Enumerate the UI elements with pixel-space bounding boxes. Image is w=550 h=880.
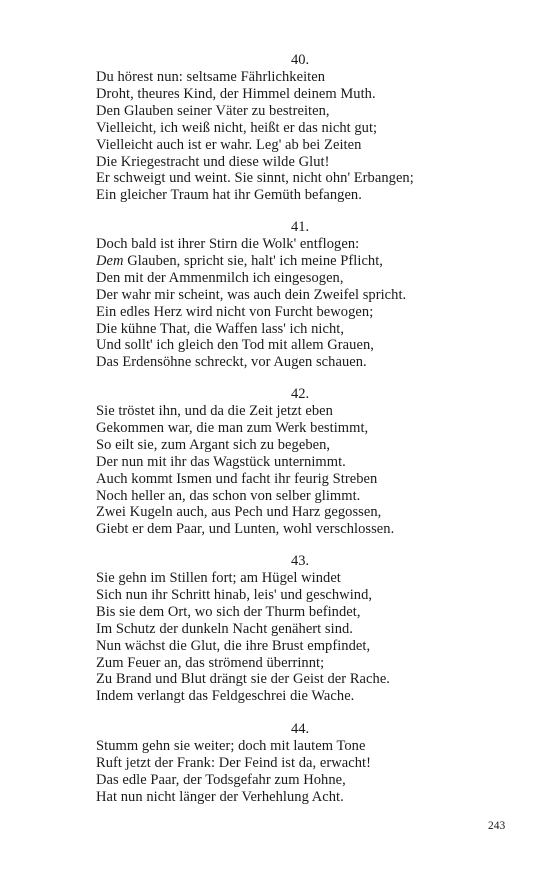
verse-line: Der wahr mir scheint, was auch dein Zweifel spricht. (96, 286, 407, 303)
verse-line: Nun wächst die Glut, die ihre Brust empfindet, (96, 637, 371, 654)
verse-line: Vielleicht auch ist er wahr. Leg' ab bei Zeiten (96, 136, 362, 153)
verse-line: Das Erdensöhne schreckt, vor Augen schauen. (96, 354, 367, 371)
verse-line: Den mit der Ammenmilch ich eingesogen, (96, 269, 344, 286)
verse-line: Und sollt' ich gleich den Tod mit allem Grauen, (96, 337, 374, 354)
verse-lines (96, 69, 414, 204)
verse-line: Zu Brand und Blut drängt sie der Geist der Rache. (96, 671, 390, 688)
verse-line: Zwei Kugeln auch, aus Pech und Harz gegossen, (96, 504, 382, 521)
verse-line: Die kühne That, die Waffen lass' ich nicht, (96, 320, 345, 337)
verse-line: Sie gehn im Stillen fort; am Hügel windet (96, 570, 341, 586)
verse-line: Ein edles Herz wird nicht von Furcht bewogen; (96, 303, 374, 320)
page-number: 243 (488, 820, 506, 832)
verse-line (96, 253, 406, 270)
verse-line: Doch bald ist ihrer Stirn die Wolk' entflogen: (96, 236, 360, 252)
book-page: 40. Du hörest nun: seltsame Fährlichkeiten Droht, theures Kind, der Himmel deinem Muth. Den Glauben seiner Väter zu bestreiten, Vielleicht, ich weiß nicht, heißt er das nicht gut; Vielleicht auch ist er wahr. Leg' ab bei Zeiten Die Kriegestracht und diese wilde Glut! Er schweigt und weint. Sie sinnt, nicht ohn' Erbangen; Ein gleicher Traum hat ihr Gemüth befangen. 41. Doch bald ist ihrer Stirn die Wolk' entflogen: Dem Glauben, spricht sie, halt' ich meine Pflicht, Den mit der Ammenmilch ich eingesogen, Der wahr mir scheint, was auch dein Zweifel spricht. Ein edles Herz wird nicht von Furcht bewogen; Die kühne That, die Waffen lass' ich nicht, Und sollt' ich gleich den Tod mit allem Grauen, Das Erdensöhne schreckt, vor Augen schauen. 42. Sie tröstet ihn, und da die Zeit jetzt eben Gekommen war, die man zum Werk bestimmt, So eilt sie, zum Argant sich zu begeben, Der nun mit ihr das Wagstück unternimmt. Auch kommt Ismen und facht ihr feurig Streben Noch heller an, das schon von selber glimmt. Zwei Kugeln auch, aus Pech und Harz gegossen, Giebt er dem Paar, und Lunten, wohl verschlossen. 43. Sie gehn im Stillen fort; am Hügel windet Sich nun ihr Schritt hinab, leis' und geschwind, Bis sie dem Ort, wo sich der Thurm befindet, Im Schutz der dunkeln Nacht genähert sind. Nun wächst die Glut, die ihre Brust empfindet, Zum Feuer an, das strömend überrinnt; Zu Brand und Blut drängt sie der Geist der Rache. Indem verlangt das Feldgeschrei die Wache. 44. Stumm gehn sie weiter; doch mit lautem Tone Ruft jetzt der Frank: Der Feind ist da, erwacht! Das edle Paar, der Todsgefahr zum Hohne, Hat nun nicht länger der Verhehlung Acht. 243 (96, 52, 506, 832)
verse-line: Die Kriegestracht und diese wilde Glut! (96, 153, 330, 170)
verse-lines (96, 236, 406, 371)
verse-line: Der nun mit ihr das Wagstück unternimmt. (96, 453, 346, 470)
verse-line: Indem verlangt das Feldgeschrei die Wache. (96, 688, 355, 705)
verse-line-rest: Glauben, spricht sie, halt' ich meine Pflicht, (123, 252, 383, 269)
verse-line: Auch kommt Ismen und facht ihr feurig Streben (96, 470, 378, 487)
verse-line: Bis sie dem Ort, wo sich der Thurm befindet, (96, 603, 361, 620)
verse-lines (96, 738, 371, 806)
verse-line: Hat nun nicht länger der Verhehlung Acht. (96, 788, 344, 805)
verse-line: Das edle Paar, der Todsgefahr zum Hohne, (96, 771, 346, 788)
verse-line: Sich nun ihr Schritt hinab, leis' und geschwind, (96, 586, 373, 603)
verse-line: Ein gleicher Traum hat ihr Gemüth befangen. (96, 187, 362, 204)
verse-line: Zum Feuer an, das strömend überrinnt; (96, 654, 325, 671)
verse-line: Giebt er dem Paar, und Lunten, wohl verschlossen. (96, 521, 395, 538)
verse-line: Du hörest nun: seltsame Fährlichkeiten (96, 69, 326, 85)
verse-lines (96, 570, 390, 705)
emphasized-word: Dem (96, 252, 124, 269)
verse-line: Den Glauben seiner Väter zu bestreiten, (96, 102, 330, 119)
verse-line: Gekommen war, die man zum Werk bestimmt, (96, 419, 369, 436)
verse-line: Sie tröstet ihn, und da die Zeit jetzt eben (96, 403, 333, 419)
verse-line: So eilt sie, zum Argant sich zu begeben, (96, 436, 331, 453)
verse-line: Noch heller an, das schon von selber glimmt. (96, 487, 361, 504)
verse-line: Stumm gehn sie weiter; doch mit lautem Tone (96, 738, 366, 754)
verse-line: Droht, theures Kind, der Himmel deinem Muth. (96, 85, 376, 102)
verse-line: Er schweigt und weint. Sie sinnt, nicht ohn' Erbangen; (96, 170, 414, 187)
verse-line: Im Schutz der dunkeln Nacht genähert sind. (96, 620, 353, 637)
verse-line: Vielleicht, ich weiß nicht, heißt er das nicht gut; (96, 119, 378, 136)
verse-lines (96, 403, 394, 538)
verse-line: Ruft jetzt der Frank: Der Feind ist da, erwacht! (96, 754, 371, 771)
